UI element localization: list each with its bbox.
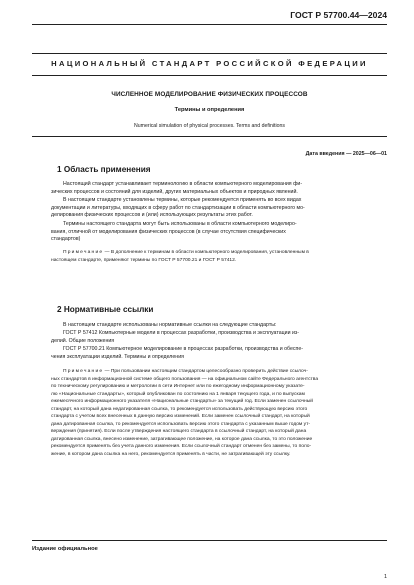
title-bottom-rule bbox=[32, 136, 387, 137]
section-1-paragraph-2: В настоящем стандарте установлены термины, которые рекомендуется применять во всех видах документации и литературы, входящих в сферу работ по стандартизации в области компьютерного мо- делирования физических процессов и (или) использующих результаты этих работ. bbox=[51, 197, 305, 219]
introduction-date: Дата введения — 2025—06—01 bbox=[305, 151, 387, 157]
section-1-heading: 1 Область применения bbox=[57, 165, 151, 174]
note-label: Примечание bbox=[63, 250, 104, 255]
national-standard-title: НАЦИОНАЛЬНЫЙ СТАНДАРТ РОССИЙСКОЙ ФЕДЕРАЦИИ bbox=[51, 59, 368, 68]
section-2-reference-2: ГОСТ Р 57700.21 Компьютерное моделирование в процессах разработки, производства и обеспе- чения эксплуатации изделий. Термины и определения bbox=[51, 346, 304, 360]
official-edition-label: Издание официальное bbox=[32, 546, 98, 552]
document-subtitle: Термины и определения bbox=[174, 107, 245, 113]
section-1-paragraph-1: Настоящий стандарт устанавливает терминологию в области компьютерного моделирования фи- зических процессов и состояний для изделий, других материальных объектов и природных явлений. bbox=[51, 181, 303, 195]
national-title-top-rule bbox=[32, 53, 387, 54]
header-rule bbox=[32, 24, 387, 25]
note-text: — При пользовании настоящим стандартом целесообразно проверить действие ссылоч- ных стандартов в информационной системе общего пользования — на официальном сайте Федерального агентства по техническому регулированию и метрологии в сети Интернет или по ежегодному информационному указате- лю «Национальные стандарты», который опубликован по состоянию на 1 января текущего года, и по выпускам ежемесячного информационного указателя «Национальные стандарты» за текущий год. Если заменен ссылочный стандарт, на который дана недатированная ссылка, то рекомендуется использовать действующую версию этого стандарта с учетом всех внесенных в данную версию изменений. Если заменен ссылочный стандарт, на который дана датированная ссылка, то рекомендуется использовать версию этого стандарта с указанным выше годом ут- верждения (принятия). Если после утверждения настоящего стандарта в ссылочный стандарт, на который дана датированная ссылка, внесено изменение, затрагивающее положение, на которое дана ссылка, то это положение рекомендуется применять без учета данного изменения. Если ссылочный стандарт отменен без замены, то поло- жение, в котором дана ссылка на него, рекомендуется применять в части, не затрагивающей эту ссылку. bbox=[51, 369, 319, 457]
standard-number: ГОСТ Р 57700.44—2024 bbox=[290, 10, 387, 20]
national-title-bottom-rule bbox=[32, 75, 387, 76]
note-label: Примечание bbox=[63, 369, 104, 374]
page-number: 1 bbox=[383, 574, 387, 580]
section-1-note bbox=[51, 249, 377, 264]
document-title: ЧИСЛЕННОЕ МОДЕЛИРОВАНИЕ ФИЗИЧЕСКИХ ПРОЦЕССОВ bbox=[111, 91, 308, 98]
footer-rule bbox=[32, 540, 387, 541]
english-title: Numerical simulation of physical processes. Terms and definitions bbox=[134, 123, 285, 129]
section-2-reference-1: ГОСТ Р 57412 Компьютерные модели в процессах разработки, производства и эксплуатации из- делий. Общие положения bbox=[51, 330, 300, 344]
section-2-note bbox=[51, 368, 377, 458]
section-2-heading: 2 Нормативные ссылки bbox=[57, 305, 154, 314]
section-1-paragraph-3: Термины настоящего стандарта могут быть использованы в области компьютерного моделиро- вания, отличной от моделирования физических процессов (в случае отсутствия специфических стандартов) bbox=[51, 221, 297, 243]
note-text: — В дополнение к терминам в области компьютерного моделирования, установленным в настоящем стандарте, применяют термины по ГОСТ Р 57700.21 и ГОСТ Р 57412. bbox=[51, 250, 309, 263]
section-2-paragraph-1: В настоящем стандарте использованы нормативные ссылки на следующие стандарты: bbox=[63, 322, 277, 328]
